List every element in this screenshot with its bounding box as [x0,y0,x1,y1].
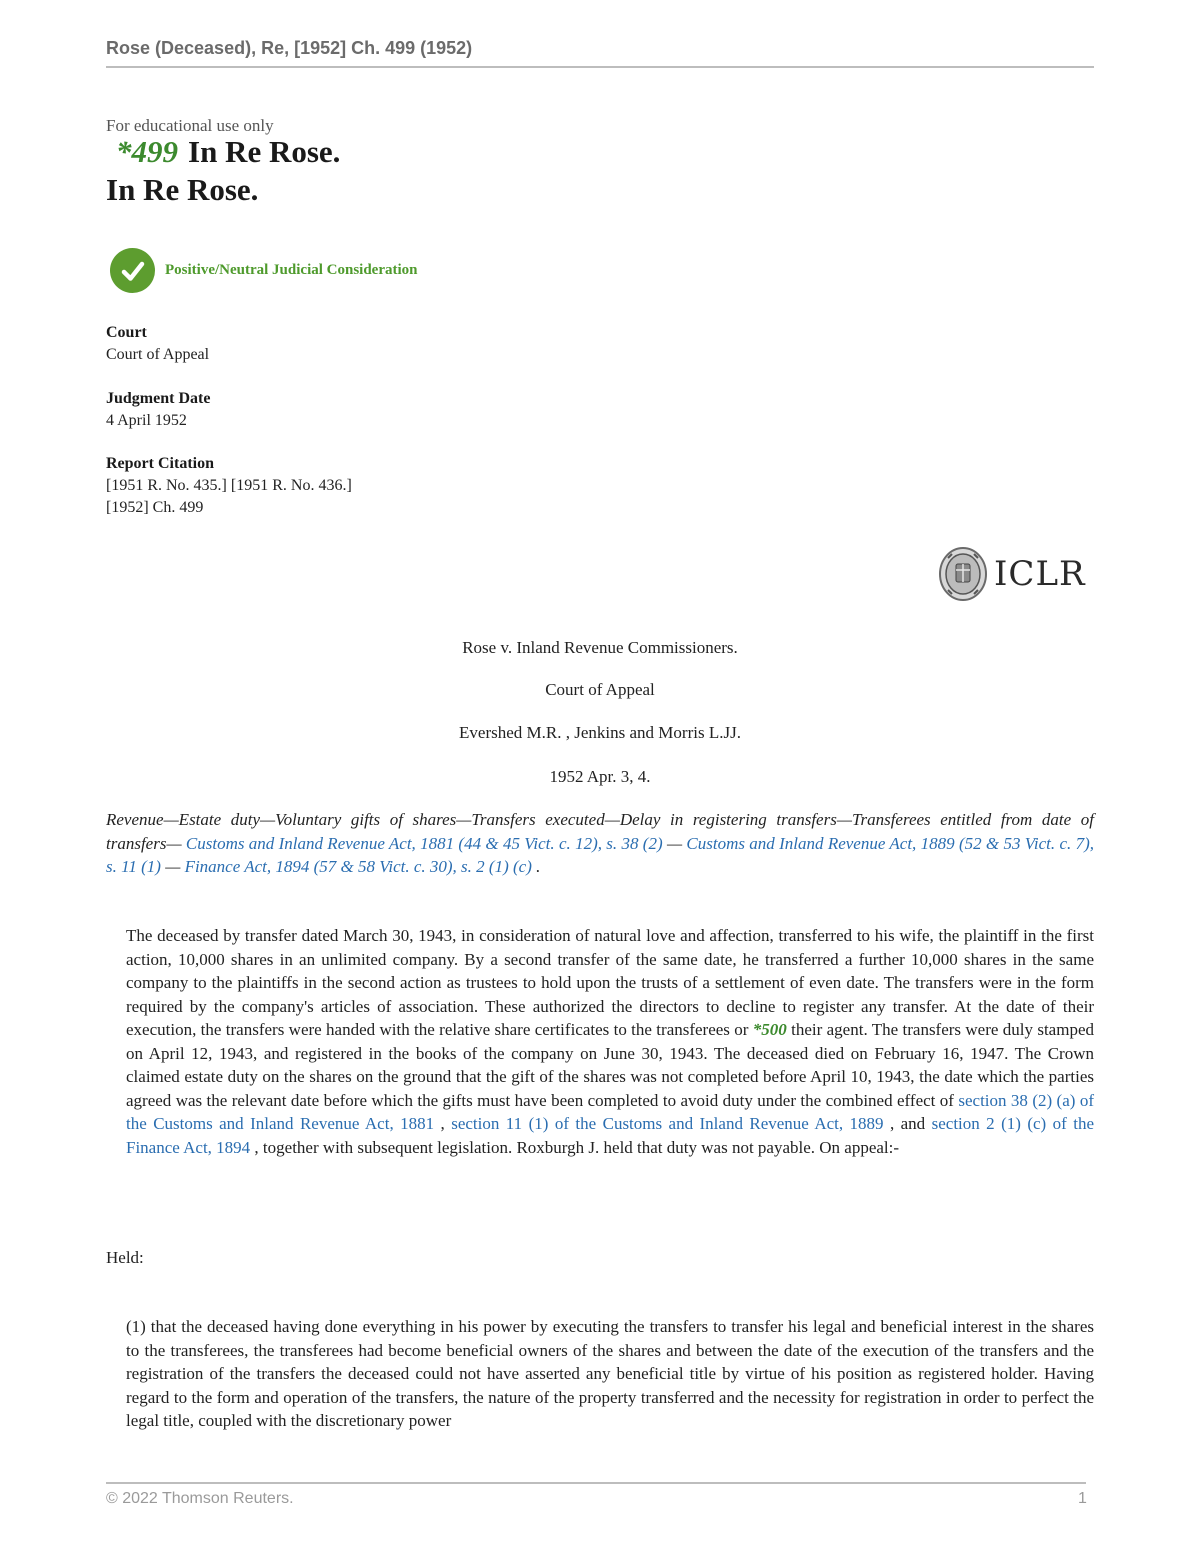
footer-page-number: 1 [1078,1490,1087,1507]
headnote-link-1894-act[interactable]: section 2 (1) (c) of the Finance Act, 1894 [126,1114,1094,1157]
catchwords-text: Revenue—Estate duty—Voluntary gifts of shares—Transfers executed—Delay in registering transfers—Transferees entitled from date of transfers— [106,810,1094,853]
document-header-title: Rose (Deceased), Re, [1952] Ch. 499 (1952) [106,38,473,58]
iclr-logo [938,546,1086,602]
court-line: Court of Appeal [545,680,655,699]
held-label: Held: [106,1248,144,1267]
case-subtitle: In Re Rose. [106,172,259,207]
catchwords-link-1881-act[interactable]: Customs and Inland Revenue Act, 1881 (44 & 45 Vict. c. 12), s. 38 (2) [185,833,663,853]
iclr-logo-text: ICLR [994,554,1086,594]
case-title-text: In Re Rose. [188,134,341,169]
held-item-1: (1) that the deceased having done everything in his power by executing the transfers to transfer his legal and beneficial interest in the shares to the transferees, the transferees had become beneficial owners of the shares and between the date of the execution of the transfers and the registration of the transfers the deceased could not have asserted any beneficial title by virtue of his position as registered holder. Having regard to the form and operation of the transfers, the nature of the property transferred and the necessity for registration in order to perfect the legal title, coupled with the discretionary power [126,1317,1094,1430]
headnote-link-1889-act[interactable]: section 11 (1) of the Customs and Inland Revenue Act, 1889 [451,1114,884,1133]
catchwords-separator: — [662,833,687,853]
treatment-flag[interactable] [110,248,418,293]
headnote-text-part1: The deceased by transfer dated March 30, 1943, in consideration of natural love and affection, transferred to his wife, the plaintiff in the first action, 10,000 shares in an unlimited company. By a second transfer of the same date, he transferred a further 10,000 shares in the same company to the plaintiffs in the second action as trustees to hold upon the trusts of a settlement of even date. The transfers were in the form required by the company's articles of association. These authorized the directors to decline to register any transfer. At the date of their execution, the transfers were handed with the relative share certificates to the transferees or [126,926,1094,1039]
page-marker-499[interactable]: *499 [116,134,178,169]
header-divider [106,66,1094,68]
page-marker-500[interactable]: *500 [752,1020,787,1039]
headnote-text-part3: , together with subsequent legislation. Roxburgh J. held that duty was not payable. On appeal:- [250,1137,900,1157]
treatment-flag-label[interactable]: Positive/Neutral Judicial Consideration [165,262,418,278]
case-title [106,134,340,170]
green-check-icon [110,248,155,293]
report-citation-line2: [1952] Ch. 499 [106,499,204,516]
catchwords-link-1889-act[interactable]: Customs and Inland Revenue Act, 1889 (52 & 53 Vict. c. 7), s. 11 (1) [106,833,1094,876]
educational-use-notice: For educational use only [106,116,274,135]
report-citation-line1: [1951 R. No. 435.] [1951 R. No. 436.] [106,477,352,494]
judgment-date-label: Judgment Date [106,390,211,407]
footer-divider [106,1482,1086,1484]
report-citation-label: Report Citation [106,455,214,472]
footer-copyright: © 2022 Thomson Reuters. [106,1490,294,1507]
catchwords-end: . [531,857,541,876]
headnote-link-1881-act[interactable]: section 38 (2) (a) of the Customs and Inland Revenue Act, 1881 [126,1090,1094,1133]
catchwords [106,808,1094,879]
judgment-date-value: 4 April 1952 [106,412,187,429]
case-name: Rose v. Inland Revenue Commissioners. [462,638,738,657]
court-value: Court of Appeal [106,346,210,363]
catchwords-separator: — [160,857,185,876]
headnote-separator: , and [883,1114,932,1133]
iclr-crest-icon [938,546,988,602]
headnote-paragraph [126,924,1094,1159]
headnote-separator: , [434,1114,452,1133]
hearing-dates: 1952 Apr. 3, 4. [549,767,651,786]
judges-line: Evershed M.R. , Jenkins and Morris L.JJ. [459,723,741,742]
catchwords-link-1894-act[interactable]: Finance Act, 1894 (57 & 58 Vict. c. 30), s. 2 (1) (c) [184,857,532,876]
headnote-text-part2: their agent. The transfers were duly stamped on April 12, 1943, and registered in the books of the company on June 30, 1943. The deceased died on February 16, 1947. The Crown claimed estate duty on the shares on the ground that the gift of the shares was not completed before April 10, 1943, the date which the parties agreed was the relevant date before which the gifts must have been completed to avoid duty under the combined effect of [126,1020,1094,1110]
court-label: Court [106,324,147,341]
